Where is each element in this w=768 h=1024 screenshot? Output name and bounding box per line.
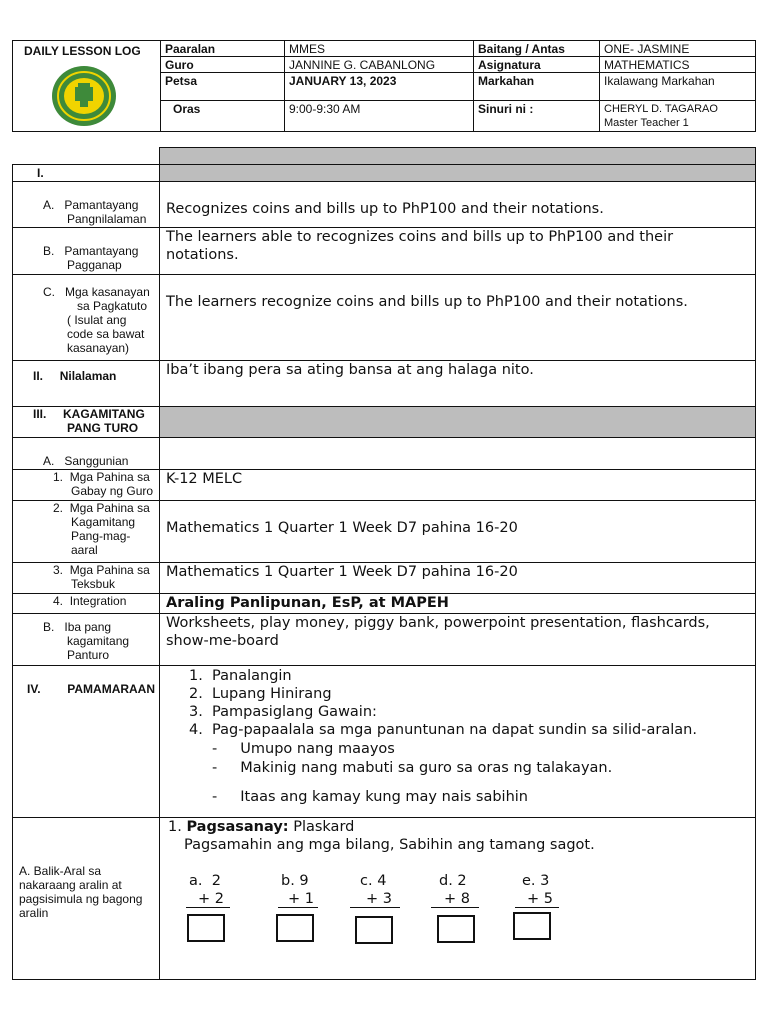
sanggunian-content [159,438,755,470]
procedure-item: 2. Lupang Hinirang [188,686,332,702]
procedure-item: 4. Pag-papaalala sa mga panuntunan na dapat sundin sa silid-aralan. [188,722,697,738]
problem-c-line [350,907,400,908]
balik-aral-label: A. Balik-Aral sa nakaraang aralin at pagsisimula ng bagong aralin [13,818,160,980]
problem-e-line [515,907,559,908]
empty-corner [13,148,160,165]
gray-band-iii [159,407,755,438]
label-markahan: Markahan [474,73,600,101]
sinuri-title: Master Teacher 1 [604,117,689,129]
row-a-content: Recognizes coins and bills up to PhP100 and their notations. [159,182,755,228]
value-baitang: ONE- JASMINE [600,41,756,57]
gray-band-top [159,148,755,165]
row-b-content: The learners able to recognizes coins and bills up to PhP100 and their notations. [159,228,755,275]
label-oras: Oras [161,101,285,132]
section-iv-content [159,666,755,818]
problem-e-bottom: + 5 [526,891,553,907]
sanggunian-label: A. Sanggunian [13,438,160,470]
answer-box-e[interactable] [513,912,551,940]
row-1-content: K-12 MELC [159,470,755,501]
pagsasanay-line: 1. Pagsasanay: Plaskard [167,819,355,835]
procedure-subitem: - Umupo nang maayos [211,741,395,757]
document-title: DAILY LESSON LOG [24,44,141,58]
procedure-item: 1. Panalangin [188,668,292,684]
row-3-label: 3. Mga Pahina sa Teksbuk [13,563,160,594]
row-2-content: Mathematics 1 Quarter 1 Week D7 pahina 16-20 [159,501,755,563]
row-c-content: The learners recognize coins and bills up to PhP100 and their notations. [159,275,755,361]
balik-aral-content [159,818,755,980]
instruction-line: Pagsamahin ang mga bilang, Sabihin ang tamang sagot. [183,837,595,853]
value-paaralan: MMES [285,41,474,57]
answer-box-c[interactable] [355,916,393,944]
gray-band-i [159,165,755,182]
row-c-label: C. Mga kasanayan sa Pagkatuto ( Isulat ang code sa bawat kasanayan) [13,275,160,361]
procedure-subitem: - Makinig nang mabuti sa guro sa oras ng talakayan. [211,760,613,776]
label-guro: Guro [161,57,285,73]
row-b-label: B. Pamantayang Pagganap [13,228,160,275]
label-paaralan: Paaralan [161,41,285,57]
label-baitang: Baitang / Antas [474,41,600,57]
label-petsa: Petsa [161,73,285,101]
value-sinuri [600,101,756,132]
value-asignatura: MATHEMATICS [600,57,756,73]
section-iv-label: IV. PAMAMARAAN [13,666,160,818]
value-guro: JANNINE G. CABANLONG [285,57,474,73]
header-info-table [160,40,756,132]
row-4-label: 4. Integration [13,594,160,614]
section-iii-label: III. KAGAMITANG PANG TURO [13,407,160,438]
school-seal-logo [51,65,117,127]
problem-b-bottom: + 1 [287,891,314,907]
row-2-label: 2. Mga Pahina sa Kagamitang Pang-mag- aaral [13,501,160,563]
procedure-item: 3. Pampasiglang Gawain: [188,704,377,720]
section-ii-content: Iba’t ibang pera sa ating bansa at ang halaga nito. [159,361,755,407]
problem-d-bottom: + 8 [443,891,470,907]
problem-a-line [186,907,230,908]
sinuri-name: CHERYL D. TAGARAO [604,103,718,115]
value-oras: 9:00-9:30 AM [285,101,474,132]
value-petsa: JANUARY 13, 2023 [285,73,474,101]
problem-a-bottom: + 2 [197,891,224,907]
iba-pang-content: Worksheets, play money, piggy bank, powerpoint presentation, flashcards, show-me-board [159,614,755,666]
problem-d-top: d. 2 [438,873,467,889]
problem-c-top: c. 4 [359,873,387,889]
problem-c-bottom: + 3 [365,891,392,907]
answer-box-d[interactable] [437,915,475,943]
problem-d-line [431,907,479,908]
procedure-subitem: - Itaas ang kamay kung may nais sabihin [211,789,528,805]
row-a-label: A. Pamantayang Pangnilalaman [13,182,160,228]
lesson-table [12,147,756,980]
section-ii-label: II. Nilalaman [13,361,160,407]
row-1-label: 1. Mga Pahina sa Gabay ng Guro [13,470,160,501]
value-markahan: Ikalawang Markahan [600,73,756,101]
label-asignatura: Asignatura [474,57,600,73]
problem-e-top: e. 3 [521,873,550,889]
iba-pang-label: B. Iba pang kagamitang Panturo [13,614,160,666]
problem-b-line [278,907,318,908]
section-i-number: I. [13,165,160,182]
row-3-content: Mathematics 1 Quarter 1 Week D7 pahina 16-20 [159,563,755,594]
answer-box-a[interactable] [187,914,225,942]
problem-b-top: b. 9 [280,873,309,889]
row-4-content: Araling Panlipunan, EsP, at MAPEH [159,594,755,614]
answer-box-b[interactable] [276,914,314,942]
problem-a-top: a. 2 [188,873,221,889]
label-sinuri: Sinuri ni : [474,101,600,132]
